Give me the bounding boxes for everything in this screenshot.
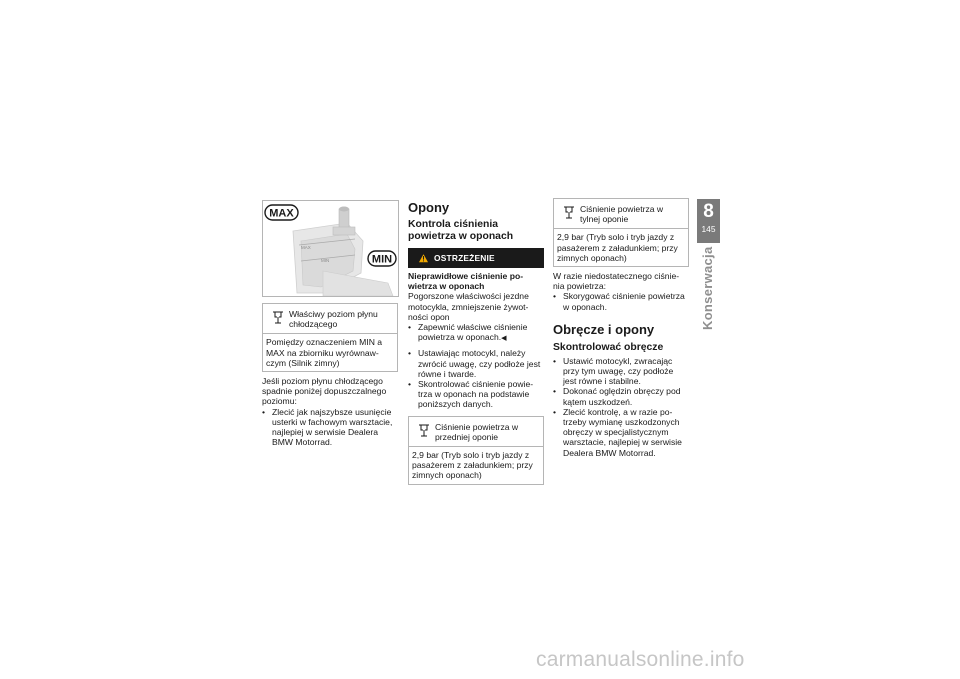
list-item: • Ustawić motocykl, zwracając przy tym uwagę, czy podłoże jest równe i stabilne. xyxy=(553,355,674,387)
warning-title: OSTRZEŻENIE xyxy=(434,253,495,263)
bullet-marker: • xyxy=(408,348,412,359)
front-tyre-pressure-spec xyxy=(408,416,544,485)
column-1 xyxy=(262,200,398,447)
warning-bullets xyxy=(408,322,544,344)
spec-value: Pomiędzy oznaczeniem MIN a MAX na zbiorniku wyrównaw-czym (Silnik zimny) xyxy=(266,337,383,368)
watermark: carmanualsonline.info xyxy=(536,648,745,671)
spec-value: 2,9 bar (Tryb solo i tryb jazdy z pasażerem z załadunkiem; przy zimnych oponach) xyxy=(412,450,533,481)
bullet-list xyxy=(553,291,689,311)
subsection-heading: Kontrola ciśnienia powietrza w oponach xyxy=(408,219,514,242)
bullet-marker: • xyxy=(262,406,266,417)
subsection-heading: Skontrolować obręcze xyxy=(553,341,664,353)
chapter-side-label: Konserwacja xyxy=(700,246,715,330)
chapter-number: 8 xyxy=(703,201,714,222)
warning-icon xyxy=(418,253,429,263)
spec-value: 2,9 bar (Tryb solo i tryb jazdy z pasażerem z załadunkiem; przy zimnych oponach) xyxy=(557,232,678,263)
section-heading: Opony xyxy=(408,200,450,215)
min-callout: MIN xyxy=(371,253,393,266)
list-item: • Skorygować ciśnienie powietrza w oponach. xyxy=(553,291,685,312)
rear-tyre-pressure-spec xyxy=(553,198,689,267)
end-of-warning-marker: ◀ xyxy=(501,335,507,343)
spec-value-icon xyxy=(418,424,430,437)
spec-value-icon xyxy=(272,311,284,324)
list-item: • Skontrolować ciśnienie powie-trza w oponach na podstawie poniższych danych. xyxy=(408,379,534,410)
coolant-reservoir-illustration xyxy=(263,201,398,296)
list-item: • Zapewnić właściwe ciśnienie powietrza w oponach.◀ xyxy=(408,322,528,343)
max-callout: MAX xyxy=(269,207,294,220)
column-2 xyxy=(408,200,544,485)
paragraph: Jeśli poziom płynu chłodzącego spadnie poniżej dopuszczalnego poziomu: xyxy=(262,376,387,407)
list-item: • Ustawiając motocykl, należy zwrócić uwagę, czy podłoże jest równe i twarde. xyxy=(408,348,541,379)
spec-label: Ciśnienie powietrza w tylnej oponie xyxy=(580,204,664,225)
list-item: • Zlecić jak najszybsze usunięcie usterki w fachowym warsztacie, najlepiej w serwisie Dealera BMW Motorrad. xyxy=(262,406,393,448)
warning-banner xyxy=(408,248,544,268)
bullet-marker: • xyxy=(553,386,557,397)
list-item: • Zlecić kontrolę, a w razie po-trzeby wymianę uszkodzonych obręczy w specjalistycznym warsztacie, najlepiej w serwisie Dealera BMW Motorrad. xyxy=(553,406,682,458)
paragraph: W razie niedostatecznego ciśnie-nia powietrza: xyxy=(553,271,680,292)
small-max-mark: MAX xyxy=(301,245,311,250)
bullet-marker: • xyxy=(553,406,557,417)
section-heading: Obręcze i opony xyxy=(553,321,655,337)
spec-label: Ciśnienie powietrza w przedniej oponie xyxy=(435,421,519,442)
bullet-list xyxy=(553,356,689,458)
chapter-tab xyxy=(697,199,720,243)
list-item: • Dokonać oględzin obręczy pod kątem uszkodzeń. xyxy=(553,386,681,407)
spec-value-icon xyxy=(563,206,575,219)
bullet-marker: • xyxy=(408,379,412,390)
bullet-marker: • xyxy=(553,291,557,302)
bullet-marker: • xyxy=(408,322,412,333)
bullet-marker: • xyxy=(553,355,557,366)
page-number: 145 xyxy=(701,224,716,234)
bullet-list xyxy=(262,407,398,448)
coolant-level-spec xyxy=(262,303,398,372)
coolant-reservoir-figure xyxy=(262,200,399,297)
warning-headline: Nieprawidłowe ciśnienie po-wietrza w oponach xyxy=(408,271,524,292)
warning-text: Pogorszone właściwości jezdne motocykla, zmniejszenie żywot-ności opon xyxy=(408,291,529,322)
column-3 xyxy=(553,198,689,458)
small-min-mark: MIN xyxy=(321,258,330,263)
spec-label: Właściwy poziom płynu chłodzącego xyxy=(289,309,378,330)
bullet-list xyxy=(408,348,544,409)
